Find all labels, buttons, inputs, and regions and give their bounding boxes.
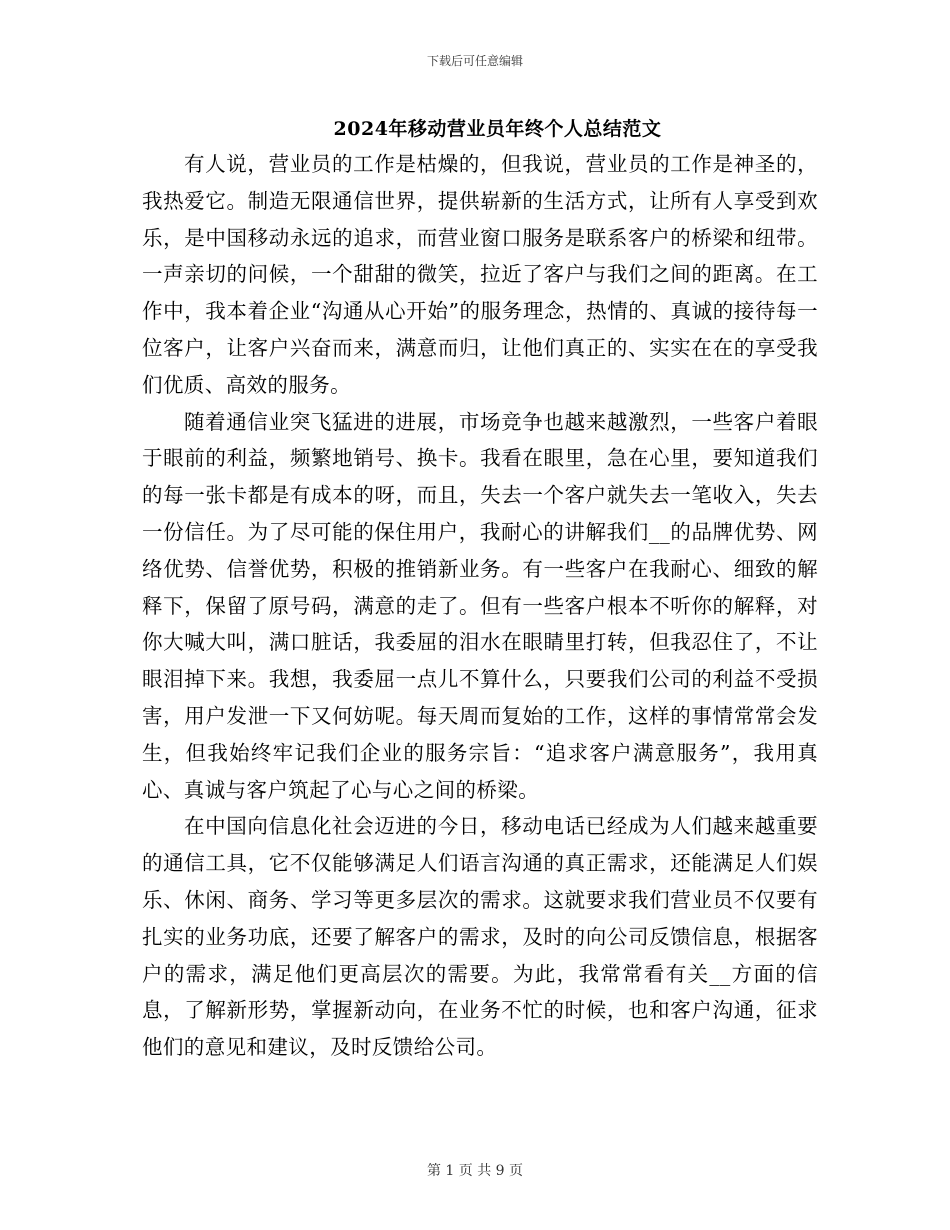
body-paragraph-2: 随着通信业突飞猛进的进展，市场竞争也越来越激烈，一些客户着眼于眼前的利益，频繁地销号、换卡。我看在眼里，急在心里，要知道我们的每一张卡都是有成本的呀，而且，失去一个客户就失去一笔收入，失去一份信任。为了尽可能的保住用户，我耐心的讲解我们__的品牌优势、网络优势、信誉优势，积极的推销新业务。有一些客户在我耐心、细致的解释下，保留了原号码，满意的走了。但有一些客户根本不听你的解释，对你大喊大叫，满口脏话，我委屈的泪水在眼睛里打转，但我忍住了，不让眼泪掉下来。我想，我委屈一点儿不算什么，只要我们公司的利益不受损害，用户发泄一下又何妨呢。每天周而复始的工作，这样的事情常常会发生，但我始终牢记我们企业的服务宗旨：“追求客户满意服务”，我用真心、真诚与客户筑起了心与心之间的桥梁。 — [142, 409, 818, 802]
document-body — [142, 146, 818, 1066]
document-title: 2024年移动营业员年终个人总结范文 — [333, 118, 662, 140]
page-header-note: 下载后可任意编辑 — [426, 54, 523, 68]
body-paragraph-3: 在中国向信息化社会迈进的今日，移动电话已经成为人们越来越重要的通信工具，它不仅能够满足人们语言沟通的真正需求，还能满足人们娱乐、休闲、商务、学习等更多层次的需求。这就要求我们营业员不仅要有扎实的业务功底，还要了解客户的需求，及时的向公司反馈信息，根据客户的需求，满足他们更高层次的需要。为此，我常常看有关__方面的信息，了解新形势，掌握新动向，在业务不忙的时候，也和客户沟通，征求他们的意见和建议，及时反馈给公司。 — [142, 814, 818, 1060]
body-paragraph-1: 有人说，营业员的工作是枯燥的，但我说，营业员的工作是神圣的，我热爱它。制造无限通信世界，提供崭新的生活方式，让所有人享受到欢乐，是中国移动永远的追求，而营业窗口服务是联系客户的桥梁和纽带。一声亲切的问候，一个甜甜的微笑，拉近了客户与我们之间的距离。在工作中，我本着企业“沟通从心开始”的服务理念，热情的、真诚的接待每一位客户，让客户兴奋而来，满意而归，让他们真正的、实实在在的享受我们优质、高效的服务。 — [142, 152, 818, 397]
page-number-footer: 第 1 页 共 9 页 — [426, 1163, 524, 1179]
